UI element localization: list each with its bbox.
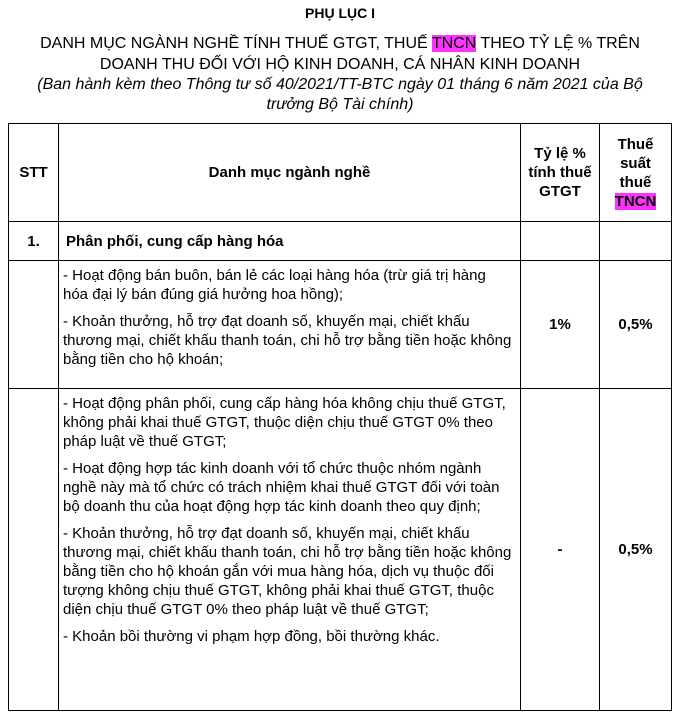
list-item: - Hoạt động bán buôn, bán lẻ các loại hàng hóa (trừ giá trị hàng hóa đại lý bán đúng giá hưởng hoa hồng); [63, 267, 486, 303]
title-line-2: DOANH THU ĐỐI VỚI HỘ KINH DOANH, CÁ NHÂN KINH DOANH [99, 56, 581, 73]
document-subtitle [0, 75, 680, 115]
list-item: - Khoản bồi thường vi phạm hợp đồng, bồi thường khác. [63, 628, 440, 645]
header-pit-line-1: Thuế [617, 135, 654, 153]
header-vat-line-2: tính thuế [528, 164, 592, 181]
header-vat-rate [521, 124, 600, 222]
appendix-title: PHỤ LỤC I [305, 5, 375, 21]
header-vat-line-1: Tỷ lệ % [534, 145, 586, 162]
pit-rate-cell: 0,5% [600, 261, 672, 389]
vat-rate-cell: - [521, 389, 600, 711]
table-row [9, 389, 672, 711]
vat-rate-cell: 1% [521, 261, 600, 389]
stt-cell [9, 261, 59, 389]
list-item: - Khoản thưởng, hỗ trợ đạt doanh số, khuyến mại, chiết khấu thương mại, chiết khấu thanh toán, chi hỗ trợ bằng tiền hoặc không bằng tiền cho hộ khoán gắn với mua hàng hóa, dịch vụ thuộc đối tượng không chịu thuế GTGT, không phải khai thuế GTGT, thuộc diện chịu thuế GTGT 0% theo pháp luật về thuế GTGT; [63, 525, 512, 618]
header-category: Danh mục ngành nghề [59, 124, 521, 222]
pit-rate-cell: 0,5% [600, 389, 672, 711]
title-text-before: DANH MỤC NGÀNH NGHỀ TÍNH THUẾ GTGT, THUẾ [40, 35, 432, 52]
stt-cell [9, 389, 59, 711]
section-number: 1. [9, 222, 59, 261]
header-pit-rate [600, 124, 672, 222]
category-cell [59, 261, 521, 389]
document-title [0, 33, 680, 75]
header-pit-line-2: suất [620, 154, 651, 172]
title-text-after: THEO TỶ LỆ % TRÊN [476, 35, 640, 52]
section-empty-cell [521, 222, 600, 261]
section-empty-cell [600, 222, 672, 261]
list-item: - Hoạt động hợp tác kinh doanh với tổ chức thuộc nhóm ngành nghề này mà tổ chức có trách nhiệm khai thuế GTGT đối với toàn bộ doanh thu của hoạt động hợp tác kinh doanh theo quy định; [63, 460, 500, 515]
section-row [9, 222, 672, 261]
tax-rate-table [8, 123, 672, 711]
highlighted-term: TNCN [431, 35, 477, 52]
header-stt: STT [9, 124, 59, 222]
category-cell [59, 389, 521, 711]
list-item: - Hoạt động phân phối, cung cấp hàng hóa không chịu thuế GTGT, không phải khai thuế GTGT, thuộc diện chịu thuế GTGT 0% theo pháp luật về thuế GTGT; [63, 395, 506, 450]
table-row [9, 261, 672, 389]
header-pit-line-3: thuế [619, 173, 652, 191]
table-header-row [9, 124, 672, 222]
list-item: - Khoản thưởng, hỗ trợ đạt doanh số, khuyến mại, chiết khấu thương mại, chiết khấu thanh toán, chi hỗ trợ bằng tiền hoặc không bằng tiền cho hộ khoán; [63, 313, 512, 368]
header-vat-line-3: GTGT [539, 183, 581, 200]
subtitle-line-1: (Ban hành kèm theo Thông tư số 40/2021/TT-BTC ngày 01 tháng 6 năm 2021 của Bộ [37, 76, 643, 93]
section-name: Phân phối, cung cấp hàng hóa [59, 222, 521, 261]
highlighted-term: TNCN [614, 192, 657, 210]
header-pit-line-4 [600, 192, 671, 211]
title-line-1 [0, 33, 680, 54]
subtitle-line-2: trưởng Bộ Tài chính) [266, 96, 414, 113]
